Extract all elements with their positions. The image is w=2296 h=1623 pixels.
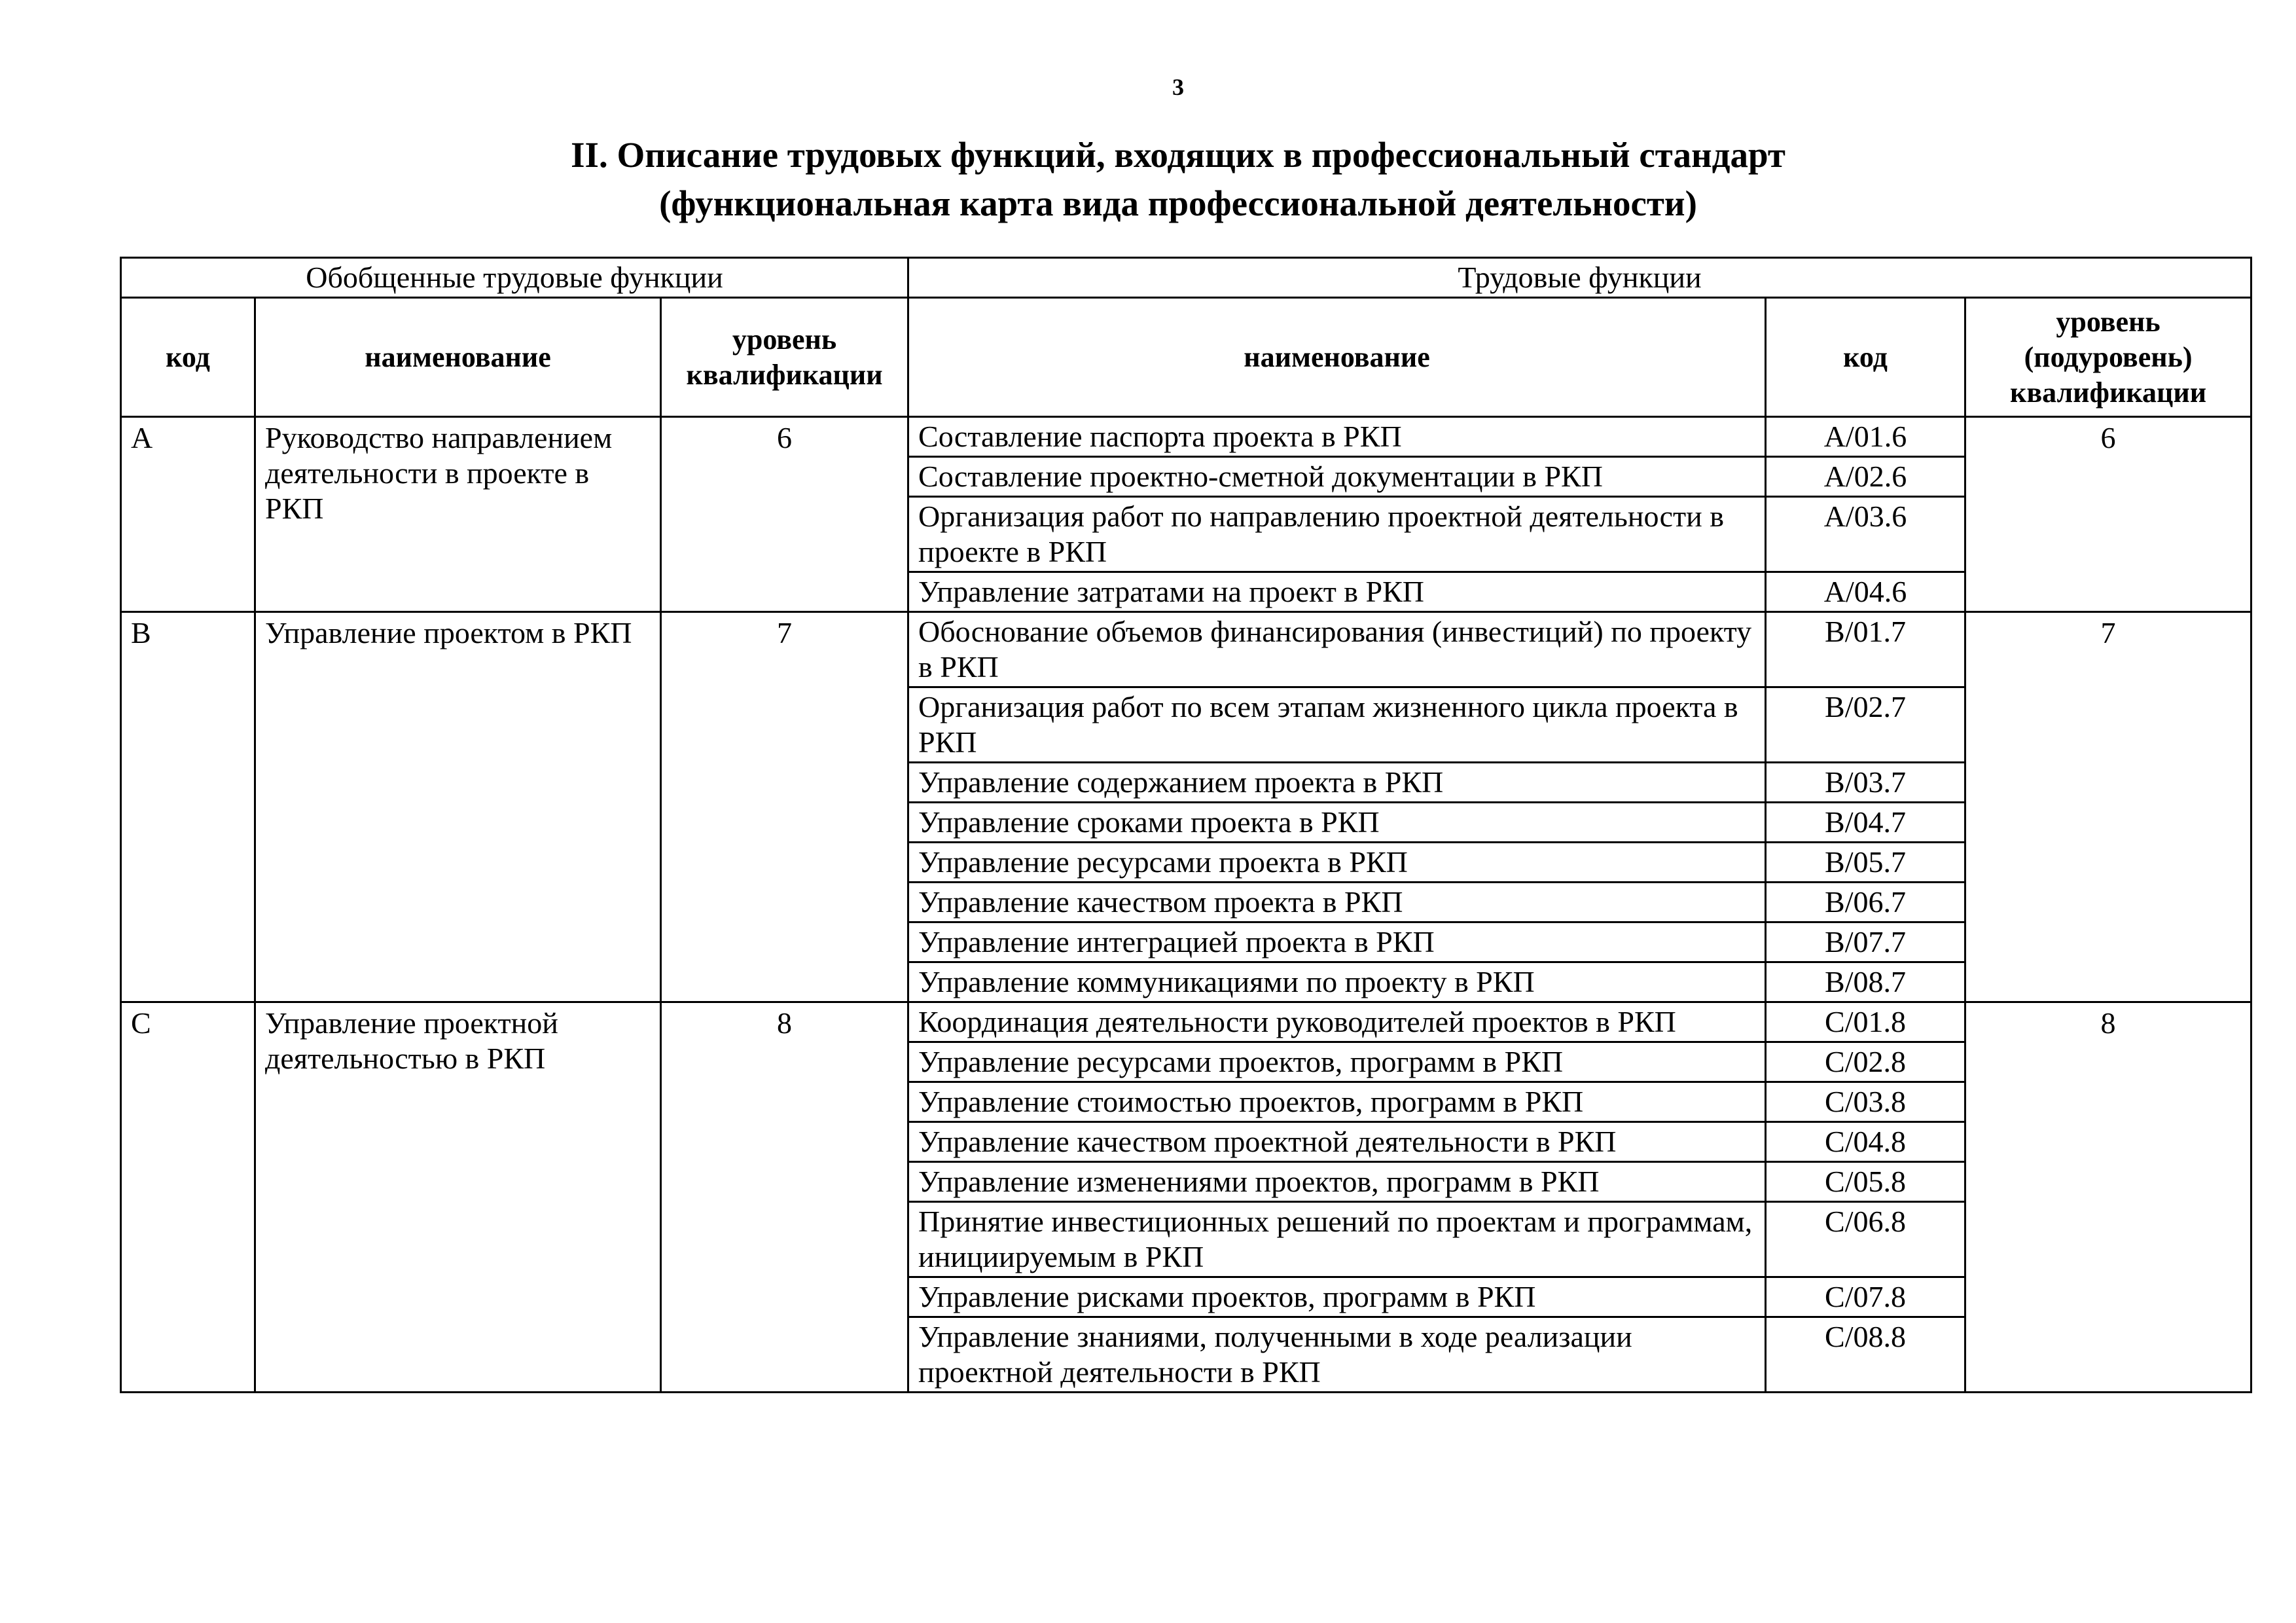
function-name-cell: Управление стоимостью проектов, программ в РКП bbox=[908, 1082, 1766, 1122]
function-name-cell: Управление ресурсами проекта в РКП bbox=[908, 843, 1766, 883]
function-code-cell: B/02.7 bbox=[1766, 687, 1965, 763]
function-code-cell: B/05.7 bbox=[1766, 843, 1965, 883]
header-function-code: код bbox=[1766, 298, 1965, 417]
function-code-cell: C/03.8 bbox=[1766, 1082, 1965, 1122]
function-name-cell: Организация работ по направлению проектной деятельности в проекте в РКП bbox=[908, 497, 1766, 572]
function-name-cell: Управление затратами на проект в РКП bbox=[908, 572, 1766, 612]
table-row bbox=[121, 612, 2251, 687]
function-code-cell: A/01.6 bbox=[1766, 417, 1965, 457]
function-code-cell: B/01.7 bbox=[1766, 612, 1965, 687]
function-code-cell: A/04.6 bbox=[1766, 572, 1965, 612]
function-name-cell: Обоснование объемов финансирования (инвестиций) по проекту в РКП bbox=[908, 612, 1766, 687]
header-labor-functions: Трудовые функции bbox=[908, 258, 2251, 298]
function-name-cell: Организация работ по всем этапам жизненного цикла проекта в РКП bbox=[908, 687, 1766, 763]
function-code-cell: A/02.6 bbox=[1766, 457, 1965, 497]
function-code-cell: C/04.8 bbox=[1766, 1122, 1965, 1162]
function-code-cell: C/06.8 bbox=[1766, 1202, 1965, 1277]
function-name-cell: Управление знаниями, полученными в ходе реализации проектной деятельности в РКП bbox=[908, 1317, 1766, 1393]
function-code-cell: A/03.6 bbox=[1766, 497, 1965, 572]
function-name-cell: Координация деятельности руководителей проектов в РКП bbox=[908, 1002, 1766, 1042]
group-code-cell: B bbox=[121, 612, 255, 1002]
function-code-cell: C/01.8 bbox=[1766, 1002, 1965, 1042]
function-code-cell: B/03.7 bbox=[1766, 763, 1965, 803]
group-level-cell: 8 bbox=[661, 1002, 908, 1393]
function-name-cell: Принятие инвестиционных решений по проектам и программам, инициируемым в РКП bbox=[908, 1202, 1766, 1277]
page-number: 3 bbox=[1172, 74, 1184, 100]
function-code-cell: B/06.7 bbox=[1766, 883, 1965, 922]
header-generalized-code: код bbox=[121, 298, 255, 417]
function-level-cell: 7 bbox=[1965, 612, 2251, 1002]
function-code-cell: C/08.8 bbox=[1766, 1317, 1965, 1393]
function-name-cell: Управление интеграцией проекта в РКП bbox=[908, 922, 1766, 962]
header-generalized-name: наименование bbox=[255, 298, 661, 417]
section-title-line-2: (функциональная карта вида профессиональной деятельности) bbox=[659, 183, 1697, 223]
function-name-cell: Составление проектно-сметной документации в РКП bbox=[908, 457, 1766, 497]
group-name-cell: Управление проектной деятельностью в РКП bbox=[255, 1002, 661, 1393]
function-code-cell: C/02.8 bbox=[1766, 1042, 1965, 1082]
function-code-cell: C/07.8 bbox=[1766, 1277, 1965, 1317]
section-title-line-1: II. Описание трудовых функций, входящих в профессиональный стандарт bbox=[571, 135, 1785, 175]
header-function-level: уровень (подуровень) квалификации bbox=[1965, 298, 2251, 417]
function-code-cell: B/04.7 bbox=[1766, 803, 1965, 843]
table-row bbox=[121, 417, 2251, 457]
function-name-cell: Управление ресурсами проектов, программ в РКП bbox=[908, 1042, 1766, 1082]
function-code-cell: B/08.7 bbox=[1766, 962, 1965, 1002]
function-name-cell: Управление изменениями проектов, программ в РКП bbox=[908, 1162, 1766, 1202]
group-level-cell: 6 bbox=[661, 417, 908, 612]
function-name-cell: Управление содержанием проекта в РКП bbox=[908, 763, 1766, 803]
function-name-cell: Управление качеством проектной деятельности в РКП bbox=[908, 1122, 1766, 1162]
functional-map-body bbox=[121, 417, 2251, 1393]
function-code-cell: B/07.7 bbox=[1766, 922, 1965, 962]
function-name-cell: Управление сроками проекта в РКП bbox=[908, 803, 1766, 843]
header-function-name: наименование bbox=[908, 298, 1766, 417]
section-title bbox=[196, 131, 2160, 228]
function-level-cell: 6 bbox=[1965, 417, 2251, 612]
functional-map-table bbox=[120, 257, 2252, 1393]
group-name-cell: Руководство направлением деятельности в проекте в РКП bbox=[255, 417, 661, 612]
function-name-cell: Управление качеством проекта в РКП bbox=[908, 883, 1766, 922]
header-generalized-functions: Обобщенные трудовые функции bbox=[121, 258, 908, 298]
function-name-cell: Управление рисками проектов, программ в РКП bbox=[908, 1277, 1766, 1317]
function-code-cell: C/05.8 bbox=[1766, 1162, 1965, 1202]
group-code-cell: C bbox=[121, 1002, 255, 1393]
group-level-cell: 7 bbox=[661, 612, 908, 1002]
table-row bbox=[121, 1002, 2251, 1042]
group-name-cell: Управление проектом в РКП bbox=[255, 612, 661, 1002]
group-code-cell: A bbox=[121, 417, 255, 612]
function-level-cell: 8 bbox=[1965, 1002, 2251, 1393]
header-generalized-level: уровень квалификации bbox=[661, 298, 908, 417]
function-name-cell: Управление коммуникациями по проекту в РКП bbox=[908, 962, 1766, 1002]
function-name-cell: Составление паспорта проекта в РКП bbox=[908, 417, 1766, 457]
